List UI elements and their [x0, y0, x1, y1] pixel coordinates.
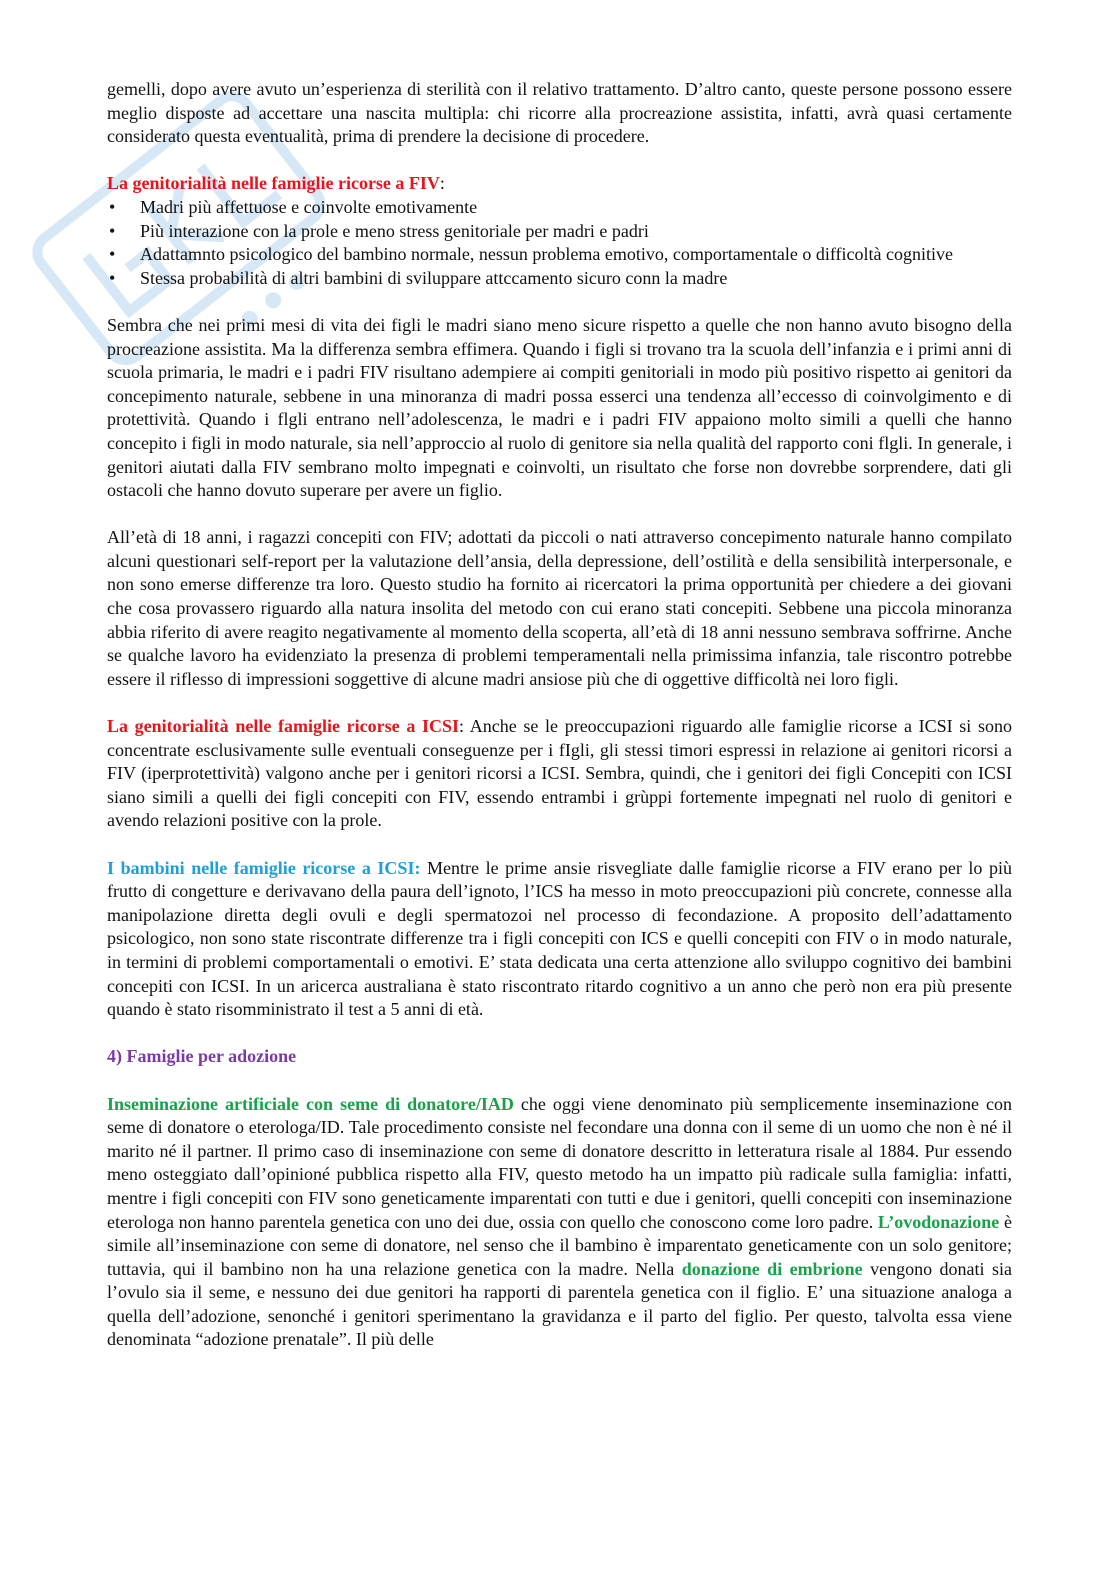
icsi-parenting-text: : Anche se le preoccupazioni riguardo alle famiglie ricorse a ICSI si sono concentrate esclusivamente sulle eventuali conseguenze per i fIgli, gli stessi timori espressi in relazione ai genitori ricorsi a FIV (iperprotettività) valgono anche per i genitori ricorsi a ICSI. Sembra, quindi, che i genitori dei figli Concepiti con ICSI siano simili a quelli dei figli concepiti con FIV, essendo entrambi i grùppi fortemente impegnati nel ruolo di genitori e avendo relazioni positive con la prole.	[107, 716, 1012, 831]
paragraph-donor-insemination	[107, 1093, 1012, 1353]
document-body	[107, 78, 1012, 1376]
paragraph-fiv-18-years: All’età di 18 anni, i ragazzi concepiti con FIV; adottati da piccoli o nati attraverso concepimento naturale hanno compilato alcuni questionari self-report per la valutazione dell’ansia, della depressione, dell’ostilità e della sensibilità interpersonale, e non sono emerse differenze tra loro. Questo studio ha fornito ai ricercatori la prima opportunità per chiedere a dei giovani che cosa provassero riguardo alla natura insolita del metodo con cui erano stati concepiti. Sebbene una piccola minoranza abbia riferito di avere reagito negativamente al momento della scoperta, all’età di 18 anni nessuno sembrava soffrirne. Anche se qualche lavoro ha evidenziato la presenza di problemi temperamentali nella primissima infanzia, tale riscontro potrebbe essere il riflesso di impressioni soggettive di alcune madri ansiose più che di oggettive difficoltà nei loro figli.	[107, 527, 1012, 689]
iad-heading: Inseminazione artificiale con seme di donatore/IAD	[107, 1093, 514, 1114]
list-item: • Stessa probabilità di altri bambini di sviluppare attccamento sicuro conn la madre	[107, 267, 1012, 291]
section-heading-adoption: 4) Famiglie per adozione	[107, 1046, 297, 1067]
fiv-bullet-list	[107, 196, 1012, 290]
ovodonation-term: L’ovodonazione	[877, 1211, 1000, 1232]
list-item: • Più interazione con la prole e meno stress genitoriale per madri e padri	[107, 220, 1012, 244]
icsi-children-text: Mentre le prime ansie risvegliate dalle famiglie ricorse a FIV erano per lo più frutto di congetture e derivavano della paura dell’ignoto, l’ICS ha messo in moto preoccupazioni più concrete, connesse alla manipolazione diretta degli ovuli e degli spermatozoi nel processo di fecondazione. A proposito dell’adattamento psicologico, non sono state riscontrate differenze tra i figli concepiti con ICS e quelli concepiti con FIV o in modo naturale, in termini di problemi comportamentali o emotivi. E’ stata dedicata una certa attenzione allo sviluppo cognitivo dei bambini concepiti con ICSI. In un aricerca australiana è stato riscontrato ritardo cognitivo a un anno che però non era più presente quando è stato risomministrato il test a 5 anni di età.	[107, 857, 1013, 1020]
fiv-heading-colon: :	[439, 173, 445, 194]
iad-text-2: è simile all’inseminazione con seme di donatore, nel senso che il bambino è imparentato geneticamente con un solo genitore; tuttavia, qui il bambino non ha una relazione genetica con la madre. Nella	[107, 1211, 1012, 1279]
paragraph-icsi-parenting	[107, 715, 1012, 833]
embryo-donation-term: donazione di embrione	[681, 1258, 863, 1279]
list-item: • Madri più affettuose e coinvolte emotivamente	[107, 196, 1012, 220]
paragraph-fiv-mothers: Sembra che nei primi mesi di vita dei figli le madri siano meno sicure rispetto a quelle che non hanno avuto bisogno della procreazione assistita. Ma la differenza sembra effimera. Quando i figli si trovano tra la scuola dell’infanzia e i primi anni di scuola primaria, le madri e i padri FIV risultano adempiere ai compiti genitoriali in modo più positivo rispetto ai genitori da concepimento naturale, sebbene in una minoranza di madri possa esserci una tendenza all’eccesso di coinvolgimento e di protettività. Quando i flgli entrano nell’adolescenza, le madri e i padri FIV appaiono molto simili a quelli che hanno concepito i figli in modo naturale, sia nell’approccio al ruolo di genitore sia nella qualità del rapporto coni flgli. In generale, i genitori aiutati dalla FIV sembrano molto impegnati e coinvolti, un risultato che forse non dovrebbe sorprendere, dati gli ostacoli che hanno dovuto superare per avere un figlio.	[107, 314, 1012, 501]
list-item: • Adattamnto psicologico del bambino normale, nessun problema emotivo, comportamentale o difficoltà cognitive	[107, 243, 1012, 267]
iad-text-3: vengono donati sia l’ovulo sia il seme, e nessuno dei due genitori ha rapporti di parentela genetica con il figlio. E’ una situazione analoga a quella dell’adozione, senonché i genitori sperimentano la gravidanza e il parto del figlio. Per questo, talvolta essa viene denominata “adozione prenatale”. Il più delle	[107, 1258, 1012, 1350]
icsi-children-heading: I bambini nelle famiglie ricorse a ICSI:	[107, 857, 421, 878]
fiv-heading-text: La genitorialità nelle famiglie ricorse a FIV	[107, 173, 440, 194]
iad-text-1: che oggi viene denominato più semplicemente inseminazione con seme di donatore o eterologa/ID. Tale procedimento consiste nel fecondare una donna con il seme di un uomo che non è né il marito né il partner. Il primo caso di inseminazione con seme di donatore descritto in letteratura risale al 1884. Pur essendo meno osteggiato dall’opinioné pubblica rispetto alla FIV, questo metodo ha un impatto più radicale sulla famiglia: infatti, mentre i figli concepiti con FIV sono geneticamente imparentati con tutti e due i genitori, quelli concepiti con inseminazione eterologa non hanno parentela genetica con uno dei due, ossia con quello che conoscono come loro padre.	[107, 1093, 1012, 1232]
paragraph-icsi-children	[107, 857, 1012, 1022]
fiv-parenting-heading	[107, 172, 1012, 196]
paragraph-intro: gemelli, dopo avere avuto un’esperienza di sterilità con il relativo trattamento. D’altro canto, queste persone possono essere meglio disposte ad accettare una nascita multipla: chi ricorre alla procreazione assistita, infatti, avrà quasi certamente considerato questa eventualità, prima di prendere la decisione di procedere.	[107, 79, 1012, 147]
icsi-parenting-heading: La genitorialità nelle famiglie ricorse a ICSI	[107, 716, 460, 737]
